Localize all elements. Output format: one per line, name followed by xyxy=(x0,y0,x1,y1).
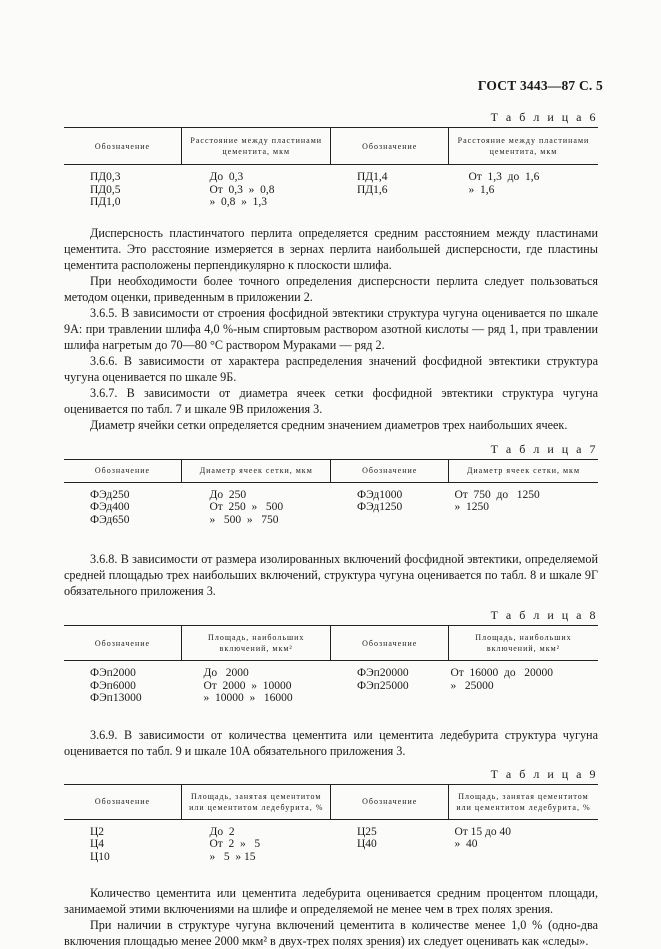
table-6-codes-right: ПД1,4 ПД1,6 xyxy=(356,171,388,196)
table-6-header-1: Обозначение xyxy=(64,128,181,165)
table-9-header-3: Обозначение xyxy=(331,784,448,819)
section-paragraphs-b xyxy=(64,551,598,599)
table-8-header-2: Площадь, наибольших включений, мкм² xyxy=(181,626,331,661)
table-6-header-2: Расстояние между пластинами цементита, мкм xyxy=(181,128,331,165)
table-6-codes-left: ПД0,3 ПД0,5 ПД1,0 xyxy=(90,171,121,208)
table-8-header-3: Обозначение xyxy=(331,626,448,661)
table-7-values-right: От 750 до 1250 » 1250 xyxy=(454,488,540,513)
table-7 xyxy=(64,459,598,527)
section-paragraphs-c xyxy=(64,727,598,759)
paragraph: При необходимости более точного определения дисперсности перлита следует пользоваться методом оценки, приведенным в приложении 2. xyxy=(64,273,598,304)
paragraph: 3.6.5. В зависимости от строения фосфидной эвтектики структура чугуна оценивается по шкале 9А: при травлении шлифа 4,0 %-ным спиртовым раствором азотной кислоты — ряд 1, при травлении шлифа нагретым до 70—80 °С раствором Мураками — ряд 2. xyxy=(64,305,598,352)
table-8-header-1: Обозначение xyxy=(64,626,181,661)
table-6-values-right: От 1,3 до 1,6 » 1,6 xyxy=(468,171,540,196)
table-8-codes-right: ФЭп20000 ФЭп25000 xyxy=(356,667,409,692)
paragraph: Диаметр ячейки сетки определяется средним значением диаметров трех наибольших ячеек. xyxy=(90,417,568,432)
table-9-header-4: Площадь, занятая цементитом или цементитом ледебурита, % xyxy=(448,784,598,819)
page-header: ГОСТ 3443—87 С. 5 xyxy=(477,78,603,93)
table-7-header-3: Обозначение xyxy=(331,459,448,482)
paragraph: Количество цементита или цементита ледебурита оценивается средним процентом площади, занимаемой этими включениями на шлифе и определяемой не менее чем в трех полях зрения. xyxy=(64,886,598,916)
table-9-values-right: От 15 до 40 » 40 xyxy=(454,825,512,850)
table-9-header-1: Обозначение xyxy=(64,784,181,819)
table-7-header-4: Диаметр ячеек сетки, мкм xyxy=(448,459,598,482)
table-8-codes-left: ФЭп2000 ФЭп6000 ФЭп13000 xyxy=(90,667,142,704)
paragraph: 3.6.9. В зависимости от количества цементита или цементита ледебурита структура чугуна оценивается по табл. 9 и шкале 10А обязательного приложения 3. xyxy=(64,727,598,758)
table-6-header-4: Расстояние между пластинами цементита, мкм xyxy=(448,128,598,165)
table-7-codes-left: ФЭд250 ФЭд400 ФЭд650 xyxy=(90,488,130,526)
table-8-values-right: От 16000 до 20000 » 25000 xyxy=(450,667,554,692)
paragraph: 3.6.6. В зависимости от характера распределения значений фосфидной эвтектики структура чугуна оценивается по шкале 9Б. xyxy=(64,353,598,384)
table-9-caption: Т а б л и ц а 9 xyxy=(490,766,598,781)
table-9-values-left: До 2 От 2 » 5 » 5 » 15 xyxy=(209,825,261,863)
document-body xyxy=(64,110,598,949)
table-7-header-1: Обозначение xyxy=(64,459,181,482)
table-6-caption: Т а б л и ц а 6 xyxy=(490,110,598,124)
table-7-header-2: Диаметр ячеек сетки, мкм xyxy=(181,459,331,482)
table-9-codes-left: Ц2 Ц4 Ц10 xyxy=(90,825,110,863)
paragraph: 3.6.7. В зависимости от диаметра ячеек сетки фосфидной эвтектики структура чугуна оценивается по табл. 7 и шкале 9В приложения 3. xyxy=(64,385,598,416)
paragraph: 3.6.8. В зависимости от размера изолированных включений фосфидной эвтектики, определяемой средней площадью трех наибольших включений, структура чугуна оценивается по табл. 8 и шкале 9Г обязательного приложения 3. xyxy=(64,552,598,598)
table-8-values-left: До 2000 От 2000 » 10000 » 10000 » 16000 xyxy=(203,667,293,704)
table-7-caption: Т а б л и ц а 7 xyxy=(490,441,598,456)
paragraph: При наличии в структуре чугуна включений цементита в количестве менее 1,0 % (одно-два включения площадью менее 2000 мкм² в двух-трех полях зрения) их следует оценивать как «следы». xyxy=(64,918,598,948)
table-8-caption: Т а б л и ц а 8 xyxy=(490,608,598,622)
table-6-header-3: Обозначение xyxy=(331,128,448,165)
table-6-values-left: До 0,3 От 0,3 » 0,8 » 0,8 » 1,3 xyxy=(209,171,275,208)
table-7-values-left: До 250 От 250 » 500 » 500 » 750 xyxy=(209,488,284,526)
table-7-codes-right: ФЭд1000 ФЭд1250 xyxy=(356,488,403,513)
paragraph: Дисперсность пластинчатого перлита определяется средним расстоянием между пластинами цементита. Это расстояние измеряется в зернах перлита наибольшей дисперсности, где пластины цементита расположены перпендикулярно к плоскости шлифа. xyxy=(64,225,598,272)
table-9-header-2: Площадь, занятая цементитом или цементитом ледебурита, % xyxy=(181,784,331,819)
table-9-codes-right: Ц25 Ц40 xyxy=(356,825,377,850)
table-6 xyxy=(64,127,598,209)
table-9 xyxy=(64,784,598,864)
table-8 xyxy=(64,625,598,705)
table-8-header-4: Площадь, наибольших включений, мкм² xyxy=(448,626,598,661)
section-paragraphs-d xyxy=(64,885,598,949)
section-paragraphs-a xyxy=(64,225,598,433)
